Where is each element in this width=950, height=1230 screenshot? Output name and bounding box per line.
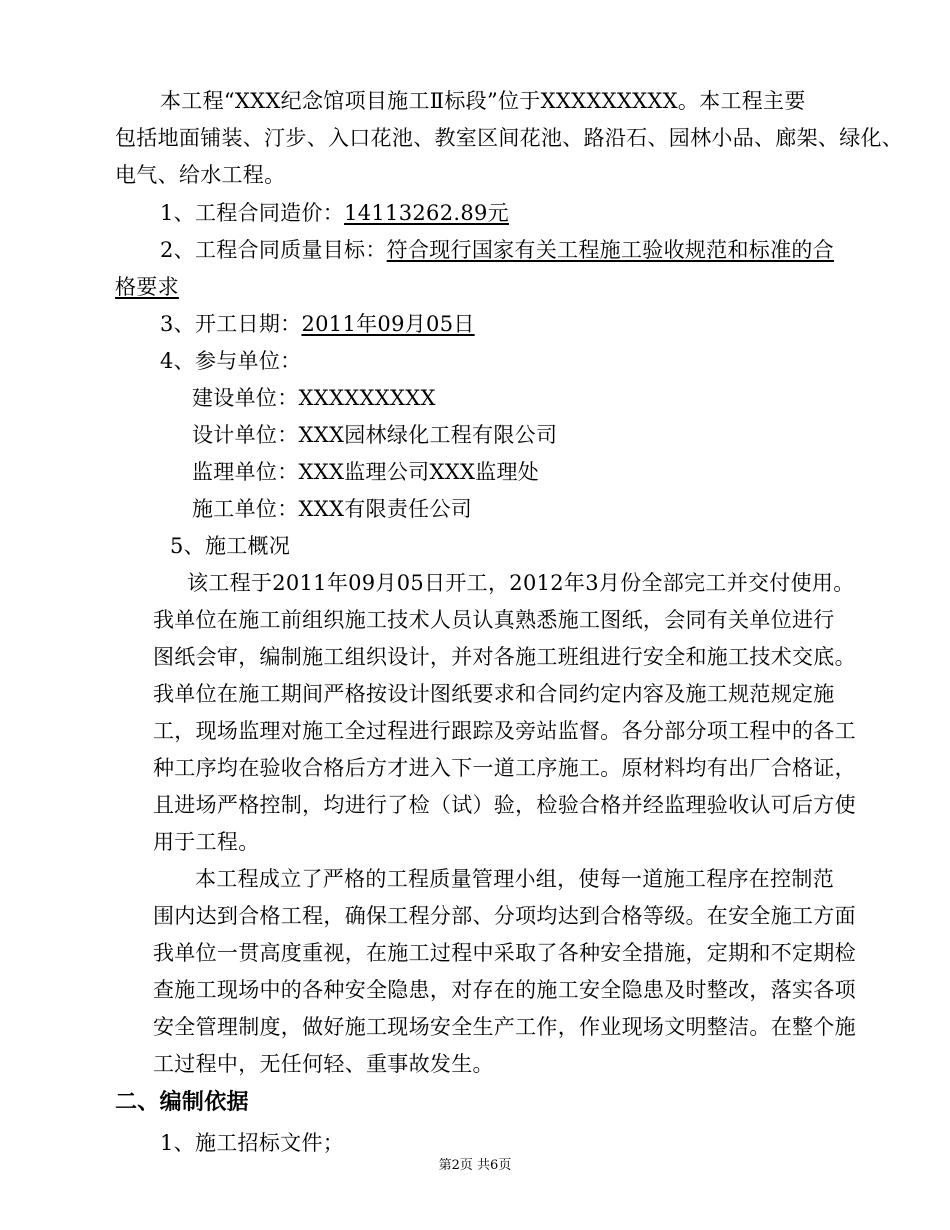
overview-p1-line: 工，现场监理对施工全过程进行跟踪及旁站监督。各分部分项工程中的各工	[153, 719, 856, 743]
participating-units-label: 4、参与单位：	[160, 349, 302, 373]
basis-item-1: 1、施工招标文件；	[160, 1131, 345, 1155]
section-heading-basis: 二、编制依据	[115, 1090, 249, 1115]
overview-p2-line: 本工程成立了严格的工程质量管理小组，使每一道施工程序在控制范	[195, 867, 834, 891]
intro-line-2: 包括地面铺装、汀步、入口花池、教室区间花池、路沿石、园林小品、廊架、绿化、	[115, 126, 904, 150]
quality-target-value-1: 符合现行国家有关工程施工验收规范和标准的合	[386, 238, 834, 262]
start-date-value: 2011年09月05日	[301, 312, 475, 336]
contract-price-item	[160, 200, 509, 226]
quality-target-item	[160, 237, 834, 263]
overview-p2-line: 围内达到合格工程，确保工程分部、分项均达到合格等级。在安全施工方面	[153, 904, 856, 928]
overview-p1-line: 我单位在施工前组织施工技术人员认真熟悉施工图纸，会同有关单位进行	[153, 608, 835, 632]
overview-p2-line: 安全管理制度，做好施工现场安全生产工作，作业现场文明整洁。在整个施	[153, 1015, 856, 1039]
quality-target-label: 2、工程合同质量目标：	[160, 238, 387, 262]
overview-p2-line: 工过程中，无任何轻、重事故发生。	[153, 1052, 494, 1076]
overview-p2-line: 我单位一贯高度重视，在施工过程中采取了各种安全措施，定期和不定期检	[153, 941, 856, 965]
unit-construct: 施工单位：XXX有限责任公司	[192, 497, 473, 521]
start-date-item	[160, 311, 475, 337]
overview-p1-line: 我单位在施工期间严格按设计图纸要求和合同约定内容及施工规范规定施	[153, 682, 835, 706]
start-date-label: 3、开工日期：	[160, 312, 302, 336]
overview-p1-line: 该工程于2011年09月05日开工，2012年3月份全部完工并交付使用。	[187, 571, 855, 595]
overview-label: 5、施工概况	[170, 534, 291, 558]
quality-target-value-2: 格要求	[115, 275, 179, 299]
unit-supervise: 监理单位：XXX监理公司XXX监理处	[192, 460, 540, 484]
overview-p1-line: 且进场严格控制，均进行了检（试）验，检验合格并经监理验收认可后方使	[153, 793, 856, 817]
quality-target-continuation	[115, 274, 179, 300]
contract-price-value: 14113262.89元	[344, 201, 509, 225]
overview-p2-line: 查施工现场中的各种安全隐患，对存在的施工安全隐患及时整改，落实各项	[153, 978, 856, 1002]
intro-line-3: 电气、给水工程。	[115, 163, 286, 187]
unit-design: 设计单位：XXX园林绿化工程有限公司	[192, 423, 558, 447]
page-number-footer: 第2页 共6页	[438, 1158, 512, 1173]
overview-p1-line: 图纸会审，编制施工组织设计，并对各施工班组进行安全和施工技术交底。	[153, 645, 856, 669]
intro-line-1: 本工程“XXX纪念馆项目施工Ⅱ标段”位于XXXXXXXXX。本工程主要	[160, 89, 806, 113]
contract-price-label: 1、工程合同造价：	[160, 201, 345, 225]
overview-p1-line: 种工序均在验收合格后方才进入下一道工序施工。原材料均有出厂合格证，	[153, 756, 856, 780]
overview-p1-line: 用于工程。	[153, 830, 260, 854]
unit-build: 建设单位：XXXXXXXXX	[192, 386, 436, 410]
